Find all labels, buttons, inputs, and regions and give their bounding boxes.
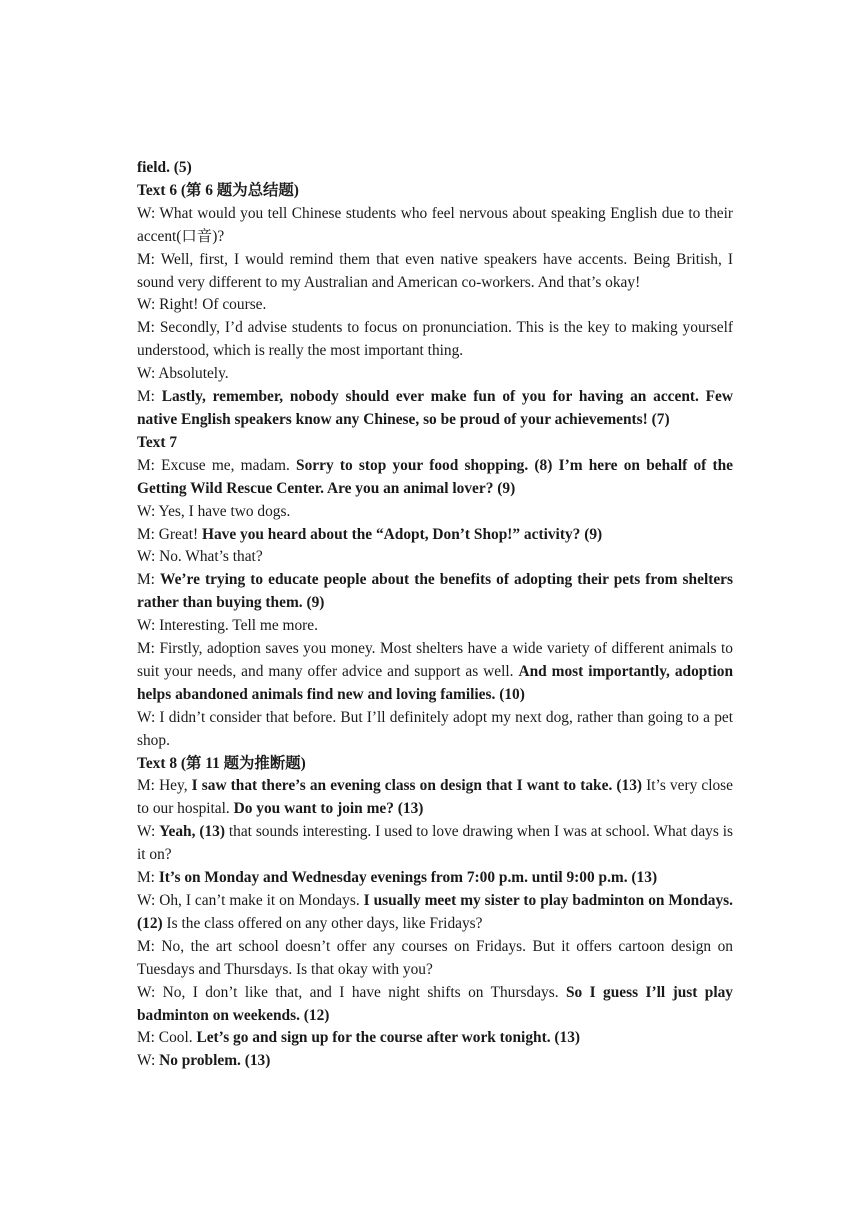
text-segment: M: xyxy=(137,388,162,406)
text-segment: It’s very close to our hospital. xyxy=(137,777,733,818)
transcript-paragraph xyxy=(137,936,733,982)
bold-text-segment: So I guess I’ll just play badminton on weekends. (12) xyxy=(137,983,733,1024)
bold-text-segment: Let’s go and sign up for the course after work tonight. (13) xyxy=(196,1029,581,1047)
text-segment: W: Absolutely. xyxy=(137,365,229,383)
text-segment: M: Firstly, adoption saves you money. Most shelters have a wide variety of different animals to suit your needs, and many offer advice and support as well. xyxy=(137,640,733,680)
text-segment: M: Secondly, I’d advise students to focus on pronunciation. This is the key to making yourself understood, which is really the most important thing. xyxy=(137,319,733,360)
text-segment: M: xyxy=(137,571,161,589)
bold-text-segment: Sorry to stop your food shopping. (8) I’m here on behalf of the Getting Wild Rescue Center. Are you an animal lover? (9) xyxy=(137,456,733,497)
bold-text-segment: Text 8 (第 11 题为推断题) xyxy=(137,754,306,772)
bold-text-segment: I usually meet my sister to play badminton on Mondays. (12) xyxy=(137,892,733,932)
transcript-paragraph xyxy=(137,569,733,615)
bold-text-segment: We’re trying to educate people about the benefits of adopting their pets from shelters rather than buying them. (9) xyxy=(137,571,733,612)
transcript-paragraph xyxy=(137,501,733,524)
text-segment: M: Cool. xyxy=(137,1029,197,1047)
bold-text-segment: Text 6 (第 6 题为总结题) xyxy=(137,181,299,199)
transcript-paragraph xyxy=(137,432,733,455)
transcript-paragraph xyxy=(137,546,733,569)
transcript-paragraph xyxy=(137,524,733,547)
bold-text-segment: It’s on Monday and Wednesday evenings from 7:00 p.m. until 9:00 p.m. (13) xyxy=(158,869,658,887)
bold-text-segment: And most importantly, adoption helps abandoned animals find new and loving families. (10) xyxy=(137,662,734,703)
text-segment: that sounds interesting. I used to love drawing when I was at school. What days is it on? xyxy=(137,823,733,864)
text-segment: W: xyxy=(137,1052,160,1070)
text-segment: M: Great! xyxy=(137,525,202,543)
transcript-paragraph xyxy=(137,294,733,317)
transcript-paragraph xyxy=(137,455,733,501)
transcript-paragraph xyxy=(137,615,733,638)
bold-text-segment: Have you heard about the “Adopt, Don’t Shop!” activity? (9) xyxy=(201,525,603,543)
text-segment: Is the class offered on any other days, like Fridays? xyxy=(162,914,483,932)
transcript-paragraph xyxy=(137,1050,733,1073)
text-segment: W: Yes, I have two dogs. xyxy=(137,502,291,520)
text-segment: M: Hey, xyxy=(137,777,192,795)
transcript-paragraph xyxy=(137,753,733,776)
text-segment: M: Excuse me, madam. xyxy=(137,456,297,474)
document-page xyxy=(137,157,733,1073)
text-segment: W: xyxy=(137,823,160,841)
bold-text-segment: No problem. (13) xyxy=(159,1052,271,1070)
transcript-paragraph xyxy=(137,386,733,432)
text-segment: W: Oh, I can’t make it on Mondays. xyxy=(137,892,364,909)
bold-text-segment: Lastly, remember, nobody should ever make fun of you for having an accent. Few native English speakers know any Chinese, so be proud of your achievements! (7) xyxy=(137,388,734,428)
transcript-paragraph xyxy=(137,867,733,890)
transcript-paragraph xyxy=(137,180,733,203)
transcript-paragraph xyxy=(137,982,733,1028)
transcript-paragraph xyxy=(137,203,733,249)
transcript-paragraph xyxy=(137,363,733,386)
bold-text-segment: Text 7 xyxy=(137,433,178,451)
transcript-paragraph xyxy=(137,1027,733,1050)
text-segment: M: xyxy=(137,869,159,887)
text-segment: W: No. What’s that? xyxy=(137,548,263,566)
transcript-paragraph xyxy=(137,317,733,363)
transcript-paragraph xyxy=(137,707,733,753)
bold-text-segment: I saw that there’s an evening class on design that I want to take. (13) xyxy=(191,777,643,795)
bold-text-segment: Do you want to join me? (13) xyxy=(233,800,424,818)
text-segment: M: Well, first, I would remind them that even native speakers have accents. Being British, I sound very different to my Australian and American co-workers. And that’s okay! xyxy=(137,250,733,291)
bold-text-segment: field. (5) xyxy=(137,159,192,176)
text-segment: M: No, the art school doesn’t offer any courses on Fridays. But it offers cartoon design on Tuesdays and Thursdays. Is that okay with you? xyxy=(137,937,733,978)
text-segment: W: What would you tell Chinese students who feel nervous about speaking English due to their accent(口音)? xyxy=(137,204,733,245)
transcript-paragraph xyxy=(137,775,733,821)
text-segment: W: I didn’t consider that before. But I’ll definitely adopt my next dog, rather than going to a pet shop. xyxy=(137,708,733,749)
transcript-paragraph xyxy=(137,157,733,180)
text-segment: W: No, I don’t like that, and I have night shifts on Thursdays. xyxy=(137,983,566,1001)
transcript-paragraph xyxy=(137,821,733,867)
transcript-paragraph xyxy=(137,890,733,936)
transcript-paragraph xyxy=(137,249,733,295)
text-segment: W: Right! Of course. xyxy=(137,296,267,314)
text-segment: W: Interesting. Tell me more. xyxy=(137,617,318,635)
transcript-paragraph xyxy=(137,638,733,707)
bold-text-segment: Yeah, (13) xyxy=(159,823,225,841)
